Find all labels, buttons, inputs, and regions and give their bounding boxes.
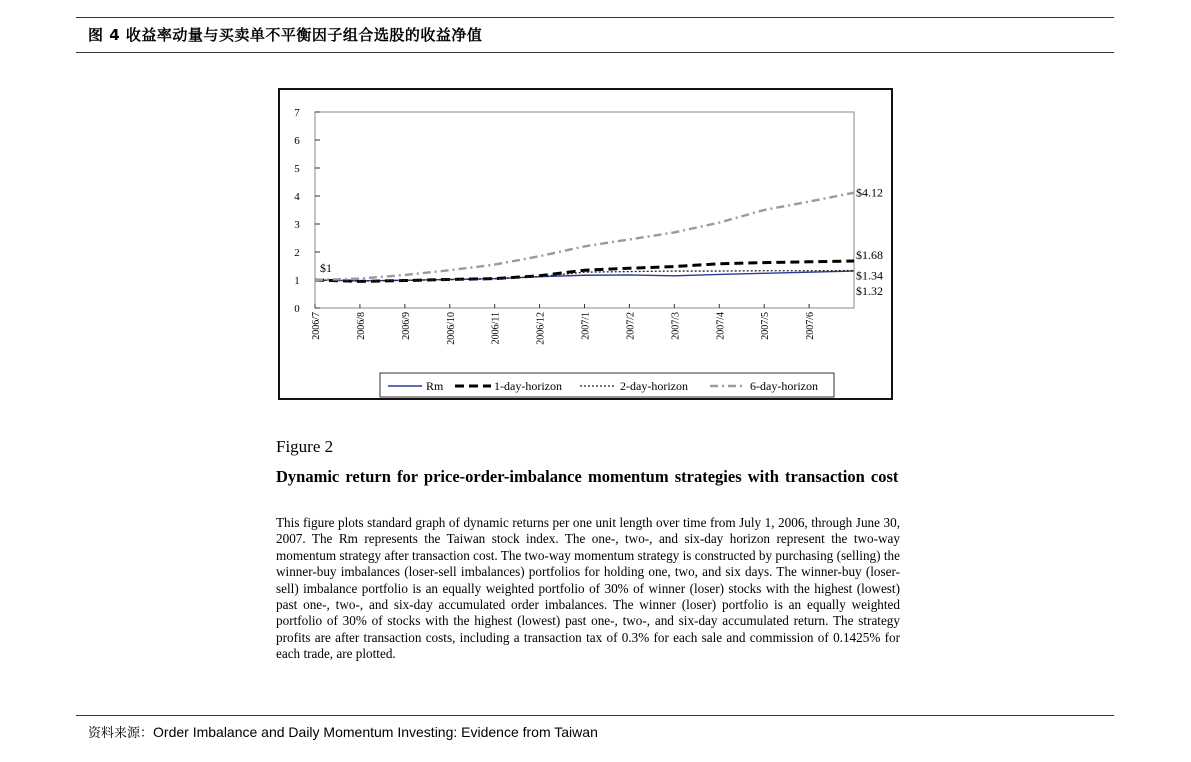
chart-frame <box>278 88 893 400</box>
y-tick-label: 1 <box>294 275 300 287</box>
x-tick-label: 2007/4 <box>715 312 727 340</box>
figure-title: Dynamic return for price-order-imbalance momentum strategies with transaction cost <box>276 467 899 486</box>
y-tick-label: 4 <box>294 191 300 203</box>
legend-label: Rm <box>426 379 444 393</box>
x-tick-label: 2007/2 <box>625 312 637 340</box>
x-tick-label: 2007/3 <box>670 312 682 340</box>
y-tick-label: 0 <box>294 303 300 315</box>
figure-description: This figure plots standard graph of dynamic returns per one unit length over time from July 1, 2006, through June 30, 2007. The Rm represents the Taiwan stock index. The one-, two-, and six-day horizon represent the two-way momentum strategy after transaction cost. The two-way momentum strategy is constructed by purchasing (selling) the winner-buy imbalances (loser-sell imbalances) portfolios for holding one, two, and six days. The winner-buy (loser-sell) imbalance portfolio is an equally weighted portfolio of 30% of winner (loser) stocks with the highest (lowest) past one-, two-, and six-day accumulated order imbalances. The winner (loser) portfolio is an equally weighted portfolio of 30% of stocks with the highest (lowest) past one-, two-, and six-day accumulated return. The strategy profits are after transaction costs, including a transaction tax of 0.3% for each sale and commission of 0.1425% for each trade, are plotted. <box>276 515 900 662</box>
source-text: Order Imbalance and Daily Momentum Investing: Evidence from Taiwan <box>153 724 598 740</box>
y-tick-label: 2 <box>294 247 300 259</box>
header-top-rule <box>76 17 1114 18</box>
end-value-label: $1.32 <box>856 284 883 299</box>
end-value-label: $1.68 <box>856 247 883 262</box>
header-bottom-rule <box>76 52 1114 53</box>
legend-label: 2-day-horizon <box>620 379 688 393</box>
source-line <box>88 722 598 741</box>
line-chart <box>280 90 891 398</box>
x-tick-label: 2007/6 <box>805 312 817 340</box>
x-tick-label: 2006/11 <box>490 312 502 345</box>
legend-label: 6-day-horizon <box>750 379 818 393</box>
end-value-label: $1.34 <box>856 268 883 283</box>
y-tick-label: 3 <box>294 219 300 231</box>
x-tick-label: 2007/1 <box>580 312 592 340</box>
x-tick-label: 2006/8 <box>355 312 367 340</box>
x-tick-label: 2006/7 <box>311 312 322 340</box>
series-line-6-day-horizon <box>315 193 854 280</box>
start-value-label: $1 <box>320 261 332 275</box>
end-value-label: $4.12 <box>856 185 883 200</box>
y-tick-label: 5 <box>294 163 300 175</box>
series-line-1-day-horizon <box>315 261 854 281</box>
figure-label: Figure 2 <box>276 437 334 456</box>
x-tick-label: 2006/12 <box>535 312 547 345</box>
y-tick-label: 6 <box>294 135 300 147</box>
footer-rule <box>76 715 1114 716</box>
page-title: 图 4 收益率动量与买卖单不平衡因子组合选股的收益净值 <box>88 26 483 44</box>
x-tick-label: 2007/5 <box>760 312 772 340</box>
plot-area <box>315 112 854 308</box>
x-tick-label: 2006/9 <box>400 312 412 340</box>
x-tick-label: 2006/10 <box>445 312 457 345</box>
y-tick-label: 7 <box>294 107 300 119</box>
source-label: 资料来源： <box>88 726 154 741</box>
legend-label: 1-day-horizon <box>494 379 562 393</box>
